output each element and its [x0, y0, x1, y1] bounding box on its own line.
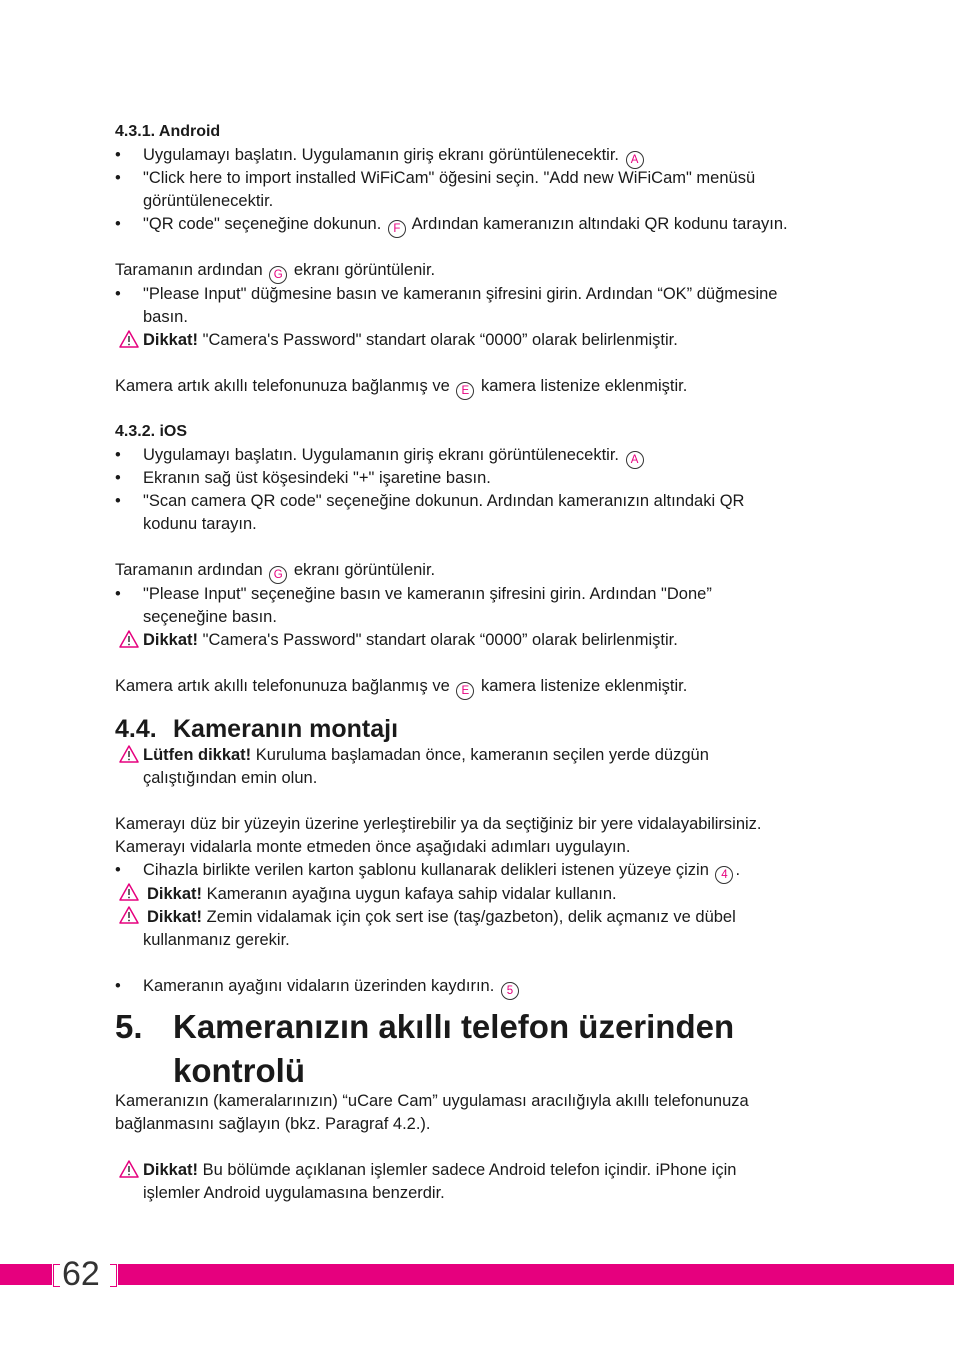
bullet-dot: • [115, 446, 121, 464]
paragraph: bağlanmasını sağlayın (bkz. Paragraf 4.2.). [115, 1115, 431, 1133]
chapter-heading: 5. Kameranızın akıllı telefon üzerinden kontrolü [115, 1008, 735, 1089]
warning-note: Lütfen dikkat! Kuruluma başlamadan önce, kameranın seçilen yerde düzgün [143, 746, 709, 764]
list-item: "Click here to import installed WiFiCam" öğesini seçin. "Add new WiFiCam" menüsü [143, 169, 756, 187]
warning-note-continuation: işlemler Android uygulamasına benzerdir. [143, 1184, 445, 1202]
bullet-dot: • [115, 585, 121, 603]
list-item: "Scan camera QR code" seçeneğine dokunun. Ardından kameranızın altındaki QR [143, 492, 745, 510]
ref-badge: E [456, 382, 474, 400]
page-number-bracket-left [53, 1264, 60, 1287]
ref-badge: A [626, 451, 644, 469]
ref-badge: E [456, 682, 474, 700]
list-item: "Please Input" seçeneğine basın ve kameranın şifresini girin. Ardından "Done” [143, 585, 712, 603]
list-item: "Please Input" düğmesine basın ve kameranın şifresini girin. Ardından “OK” düğmesine [143, 285, 778, 303]
list-item: Ekranın sağ üst köşesindeki "+" işaretine basın. [143, 469, 491, 487]
section-heading-montaj: 4.4. Kameranın montajı [115, 715, 399, 743]
paragraph: Kamera artık akıllı telefonunuza bağlanmış ve E kamera listenize eklenmiştir. [115, 675, 687, 700]
warning-note: Dikkat! "Camera's Password" standart olarak “0000” olarak belirlenmiştir. [143, 331, 678, 349]
warning-icon [119, 1160, 139, 1178]
paragraph: Kamera artık akıllı telefonunuza bağlanmış ve E kamera listenize eklenmiştir. [115, 375, 687, 400]
page-number-bracket-right [110, 1264, 117, 1287]
ref-badge: G [269, 266, 287, 284]
footer-accent-bar-left [0, 1264, 52, 1285]
bullet-dot: • [115, 146, 121, 164]
warning-icon [119, 330, 139, 348]
bullet-dot: • [115, 469, 121, 487]
warning-note-continuation: kullanmanız gerekir. [143, 931, 290, 949]
page-number: 62 [62, 1255, 100, 1293]
ref-badge: F [388, 220, 406, 238]
list-item-continuation: basın. [143, 308, 188, 326]
warning-icon [119, 883, 139, 901]
bullet-dot: • [115, 169, 121, 187]
list-item: Uygulamayı başlatın. Uygulamanın giriş ekranı görüntülenecektir. A [143, 144, 646, 169]
paragraph: Kamerayı düz bir yüzeyin üzerine yerleştirebilir ya da seçtiğiniz bir yere vidalayabilirsiniz. [115, 815, 762, 833]
warning-note: Dikkat! Kameranın ayağına uygun kafaya sahip vidalar kullanın. [147, 885, 617, 903]
warning-note: Dikkat! Bu bölümde açıklanan işlemler sadece Android telefon içindir. iPhone için [143, 1161, 737, 1179]
warning-icon [119, 630, 139, 648]
list-item: "QR code" seçeneğine dokunun. F Ardından kameranızın altındaki QR kodunu tarayın. [143, 213, 788, 238]
ref-badge: G [269, 566, 287, 584]
paragraph: Taramanın ardından G ekranı görüntülenir. [115, 259, 435, 284]
list-item-continuation: görüntülenecektir. [143, 192, 274, 210]
warning-icon [119, 745, 139, 763]
warning-note-continuation: çalıştığından emin olun. [143, 769, 318, 787]
list-item-continuation: kodunu tarayın. [143, 515, 257, 533]
warning-note: Dikkat! "Camera's Password" standart olarak “0000” olarak belirlenmiştir. [143, 631, 678, 649]
list-item-continuation: seçeneğine basın. [143, 608, 277, 626]
bullet-dot: • [115, 977, 121, 995]
ref-badge: 4 [715, 866, 733, 884]
bullet-dot: • [115, 492, 121, 510]
footer-accent-bar-right [118, 1264, 954, 1285]
subsection-heading-ios: 4.3.2. iOS [115, 423, 188, 440]
paragraph: Kameranızın (kameralarınızın) “uCare Cam” uygulaması aracılığıyla akıllı telefonunuza [115, 1092, 749, 1110]
list-item: Kameranın ayağını vidaların üzerinden kaydırın. 5 [143, 975, 521, 1000]
warning-icon [119, 906, 139, 924]
paragraph: Kamerayı vidalarla monte etmeden önce aşağıdaki adımları uygulayın. [115, 838, 631, 856]
paragraph: Taramanın ardından G ekranı görüntülenir. [115, 559, 435, 584]
bullet-dot: • [115, 215, 121, 233]
bullet-dot: • [115, 285, 121, 303]
warning-note: Dikkat! Zemin vidalamak için çok sert ise (taş/gazbeton), delik açmanız ve dübel [147, 908, 736, 926]
list-item: Cihazla birlikte verilen karton şablonu kullanarak delikleri istenen yüzeye çizin 4 . [143, 859, 740, 884]
list-item: Uygulamayı başlatın. Uygulamanın giriş ekranı görüntülenecektir. A [143, 444, 646, 469]
ref-badge: 5 [501, 982, 519, 1000]
subsection-heading-android: 4.3.1. Android [115, 123, 221, 140]
bullet-dot: • [115, 861, 121, 879]
ref-badge: A [626, 151, 644, 169]
